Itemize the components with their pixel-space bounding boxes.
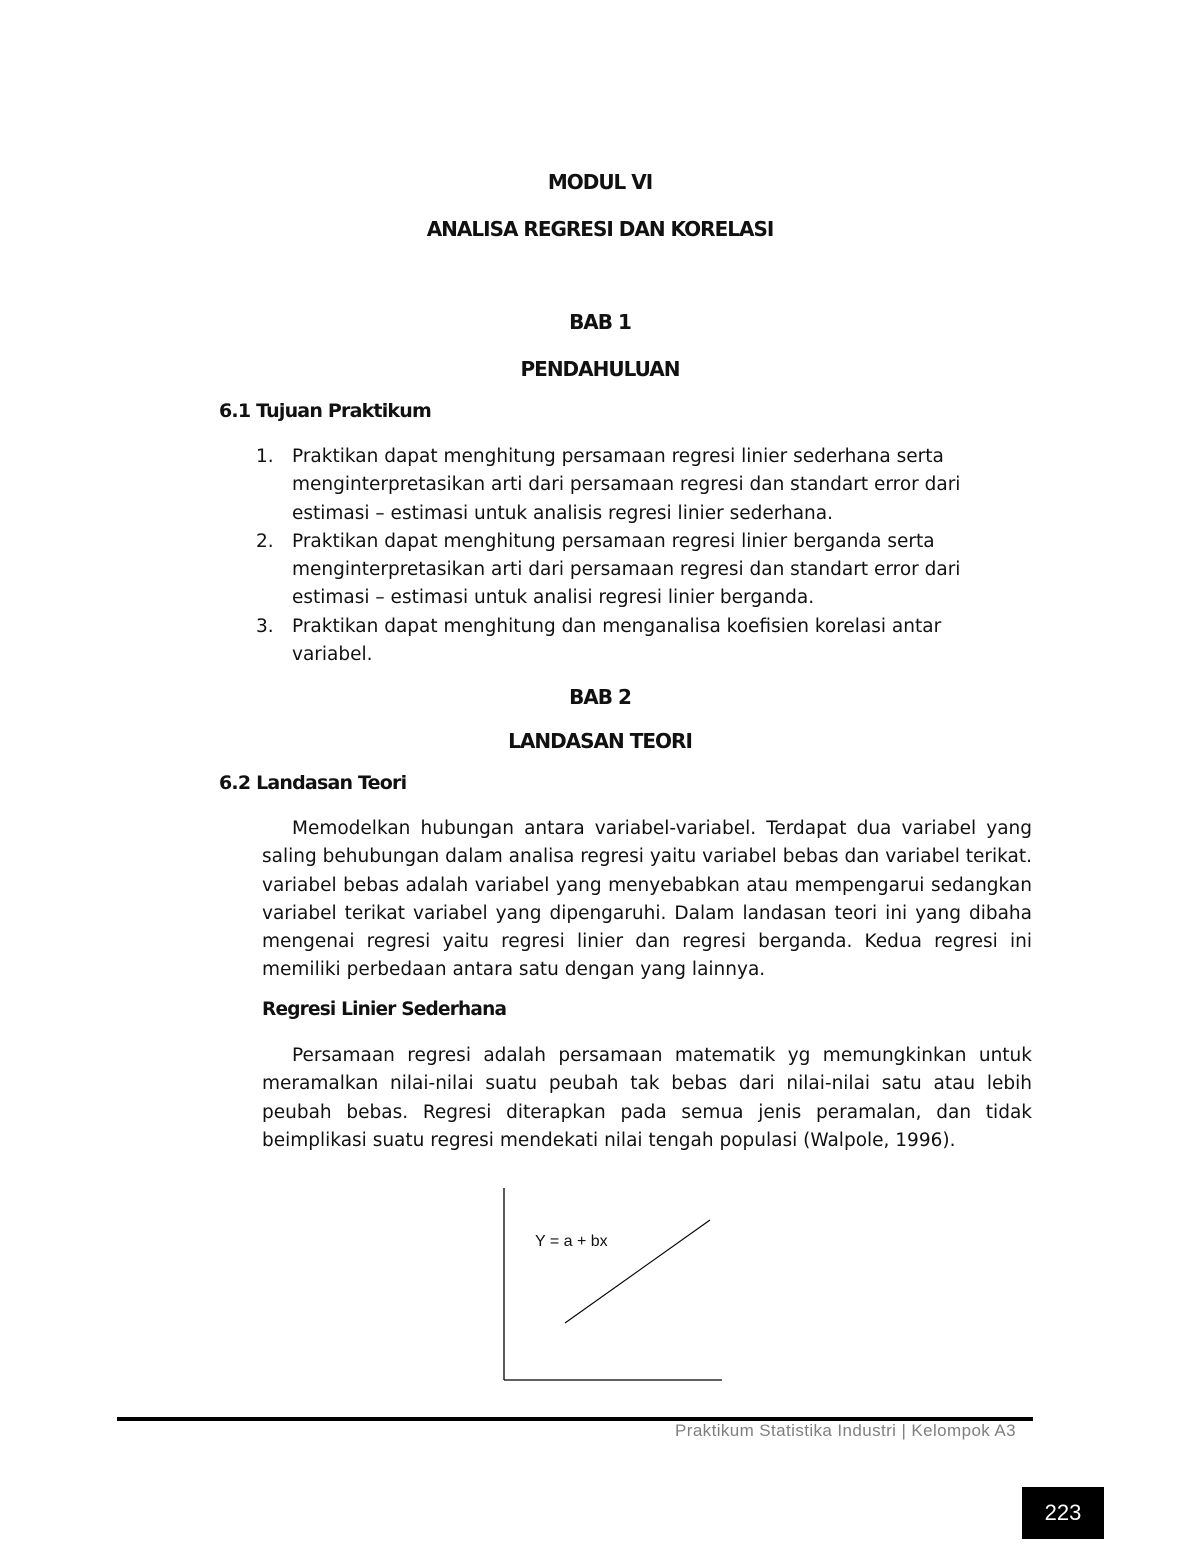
bab1-title: PENDAHULUAN <box>520 357 680 381</box>
landasan-teori-paragraph: Memodelkan hubungan antara variabel-variabel. Terdapat dua variabel yang saling behubungan dalam analisa regresi yaitu variabel bebas dan variabel terikat. variabel bebas adalah variabel yang menyebabkan atau mempengarui sedangkan variabel terikat variabel yang dipengaruhi. Dalam landasan teori ini yang dibaha mengenai regresi yaitu regresi linier dan regresi berganda. Kedua regresi ini memiliki perbedaan antara satu dengan yang lainnya. <box>262 818 1032 981</box>
bab2-title: LANDASAN TEORI <box>508 729 692 753</box>
section-6-1-heading: 6.1 Tujuan Praktikum <box>219 400 431 422</box>
section-6-2-heading: 6.2 Landasan Teori <box>219 772 407 794</box>
objectives-list <box>256 443 986 669</box>
bab2-label: BAB 2 <box>569 685 631 709</box>
objective-text: Praktikan dapat menghitung persamaan regresi linier berganda serta menginterpretasikan arti dari persamaan regresi dan standart error dari estimasi – estimasi untuk analisi regresi linier berganda. <box>292 530 961 609</box>
module-subtitle: ANALISA REGRESI DAN KORELASI <box>426 217 774 241</box>
regression-equation: Y = a + bx <box>535 1233 608 1250</box>
regresi-linier-paragraph: Persamaan regresi adalah persamaan matematik yg memungkinkan untuk meramalkan nilai-nilai suatu peubah tak bebas dari nilai-nilai satu atau lebih peubah bebas. Regresi diterapkan pada semua jenis peramalan, dan tidak beimplikasi suatu regresi mendekati nilai tengah populasi (Walpole, 1996). <box>262 1045 1032 1151</box>
objective-item-3 <box>256 613 986 670</box>
page-number: 223 <box>1022 1487 1104 1539</box>
regression-graph <box>490 1180 730 1390</box>
objective-number: 2. <box>256 530 274 552</box>
bab1-label: BAB 1 <box>569 310 631 334</box>
objective-number: 1. <box>256 446 274 467</box>
objective-item-2 <box>256 528 986 613</box>
footer-text: Praktikum Statistika Industri | Kelompok A3 <box>675 1421 1016 1440</box>
objective-number: 3. <box>256 615 274 637</box>
module-title: MODUL VI <box>547 170 653 194</box>
objective-item-1 <box>256 443 986 528</box>
objective-text: Praktikan dapat menghitung dan menganalisa koefisien korelasi antar variabel. <box>292 615 942 666</box>
objective-text: Praktikan dapat menghitung persamaan regresi linier sederhana serta menginterpretasikan arti dari persamaan regresi dan standart error dari estimasi – estimasi untuk analisis regresi linier sederhana. <box>292 446 961 524</box>
regresi-linier-heading: Regresi Linier Sederhana <box>262 999 507 1020</box>
